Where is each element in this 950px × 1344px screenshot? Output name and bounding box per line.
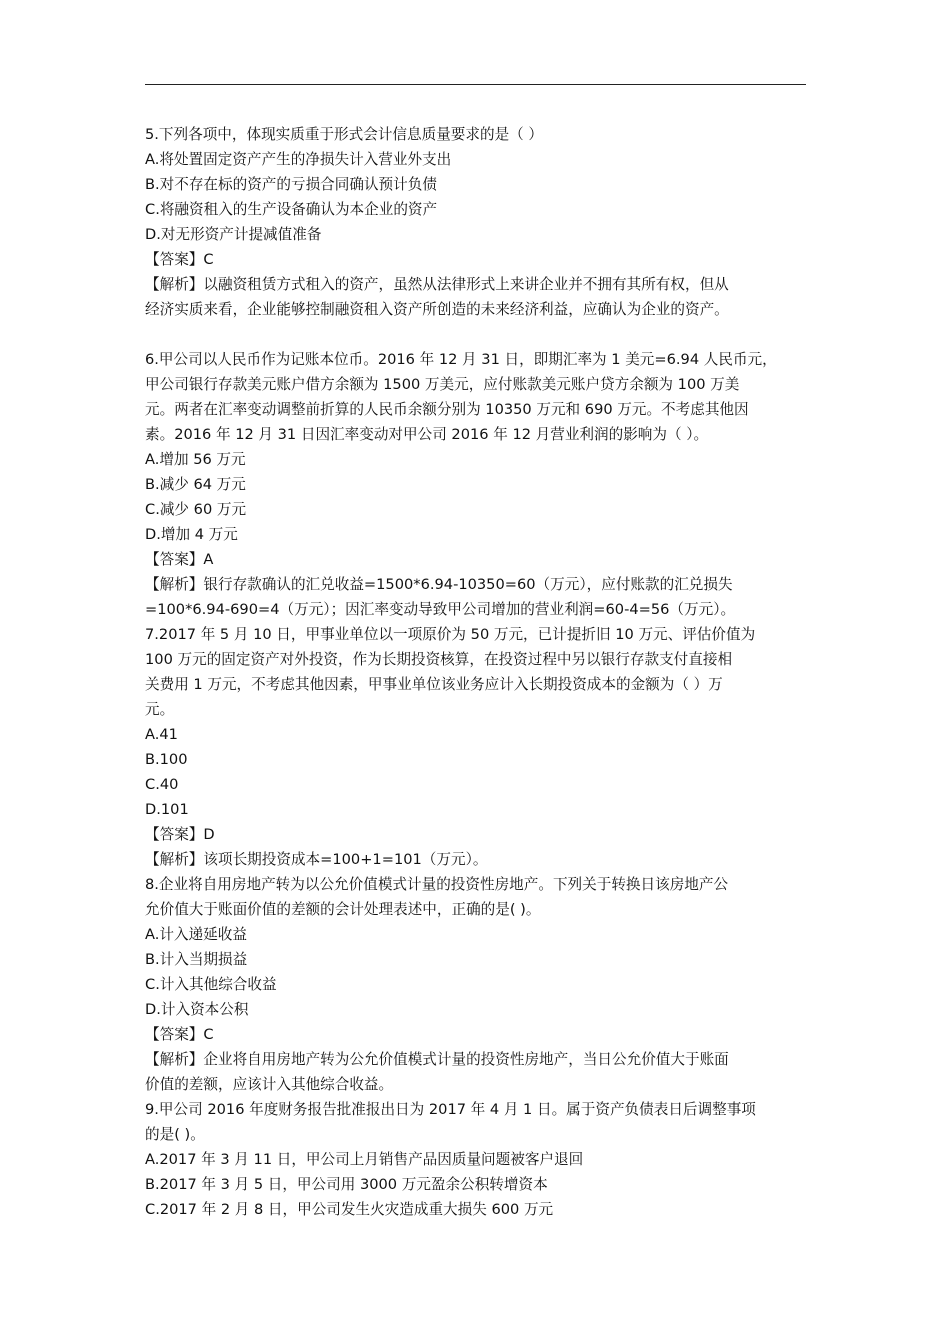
answer-option: A.计入递延收益: [145, 926, 247, 943]
answer-option: A.41: [145, 726, 178, 743]
question-stem: 5.下列各项中，体现实质重于形式会计信息质量要求的是（ ）: [145, 126, 544, 143]
answer-option: D.增加 4 万元: [145, 526, 238, 543]
answer-option: C.将融资租入的生产设备确认为本企业的资产: [145, 201, 438, 218]
answer-option: C.2017 年 2 月 8 日，甲公司发生火灾造成重大损失 600 万元: [145, 1201, 554, 1218]
answer-key: 【答案】A: [145, 551, 214, 568]
answer-key: 【答案】C: [145, 1026, 214, 1043]
answer-option: B.100: [145, 751, 188, 768]
text-line: 100 万元的固定资产对外投资，作为长期投资核算，在投资过程中另以银行存款支付直接相: [145, 651, 733, 668]
answer-option: B.2017 年 3 月 5 日，甲公司用 3000 万元盈余公积转增资本: [145, 1176, 548, 1193]
explanation: 【解析】银行存款确认的汇兑收益=1500*6.94-10350=60（万元），应付账款的汇兑损失: [145, 576, 733, 593]
question-stem: 7.2017 年 5 月 10 日，甲事业单位以一项原价为 50 万元，已计提折旧 10 万元、评估价值为: [145, 626, 756, 643]
answer-option: B.减少 64 万元: [145, 476, 246, 493]
question-stem: 9.甲公司 2016 年度财务报告批准报出日为 2017 年 4 月 1 日。属于资产负债表日后调整事项: [145, 1101, 756, 1118]
answer-key: 【答案】C: [145, 251, 214, 268]
question-stem: 6.甲公司以人民币作为记账本位币。2016 年 12 月 31 日，即期汇率为 1 美元=6.94 人民币元，: [145, 351, 777, 368]
text-line: 经济实质来看，企业能够控制融资租入资产所创造的未来经济利益，应确认为企业的资产。: [145, 301, 729, 318]
explanation: 【解析】企业将自用房地产转为公允价值模式计量的投资性房地产，当日公允价值大于账面: [145, 1051, 729, 1068]
answer-option: C.减少 60 万元: [145, 501, 247, 518]
answer-option: C.计入其他综合收益: [145, 976, 277, 993]
answer-option: A.将处置固定资产产生的净损失计入营业外支出: [145, 151, 452, 168]
text-line: =100*6.94-690=4（万元）；因汇率变动导致甲公司增加的营业利润=60-4=56（万元）。: [145, 601, 736, 618]
answer-option: A.增加 56 万元: [145, 451, 246, 468]
text-line: 元。: [145, 701, 175, 718]
text-line: 素。2016 年 12 月 31 日因汇率变动对甲公司 2016 年 12 月营业利润的影响为（ ）。: [145, 426, 709, 443]
answer-option: D.对无形资产计提减值准备: [145, 226, 322, 243]
answer-option: B.对不存在标的资产的亏损合同确认预计负债: [145, 176, 437, 193]
explanation: 【解析】该项长期投资成本=100+1=101（万元）。: [145, 851, 488, 868]
question-stem: 8.企业将自用房地产转为以公允价值模式计量的投资性房地产。下列关于转换日该房地产公: [145, 876, 729, 893]
answer-option: D.101: [145, 801, 189, 818]
answer-option: C.40: [145, 776, 179, 793]
answer-option: B.计入当期损益: [145, 951, 248, 968]
text-line: 甲公司银行存款美元账户借方余额为 1500 万美元，应付账款美元账户贷方余额为 100 万美: [145, 376, 740, 393]
explanation: 【解析】以融资租赁方式租入的资产，虽然从法律形式上来讲企业并不拥有其所有权，但从: [145, 276, 729, 293]
answer-option: A.2017 年 3 月 11 日，甲公司上月销售产品因质量问题被客户退回: [145, 1151, 584, 1168]
text-line: 的是( )。: [145, 1126, 205, 1143]
text-line: 价值的差额，应该计入其他综合收益。: [145, 1076, 394, 1093]
document-body: [145, 122, 809, 1222]
answer-option: D.计入资本公积: [145, 1001, 249, 1018]
text-line: 允价值大于账面价值的差额的会计处理表述中，正确的是( )。: [145, 901, 541, 918]
answer-key: 【答案】D: [145, 826, 215, 843]
text-line: 元。两者在汇率变动调整前折算的人民币余额分别为 10350 万元和 690 万元。不考虑其他因: [145, 401, 749, 418]
text-line: 关费用 1 万元，不考虑其他因素，甲事业单位该业务应计入长期投资成本的金额为（ ）万: [145, 676, 723, 693]
header-rule: [145, 84, 806, 85]
blank-line: [145, 322, 809, 347]
